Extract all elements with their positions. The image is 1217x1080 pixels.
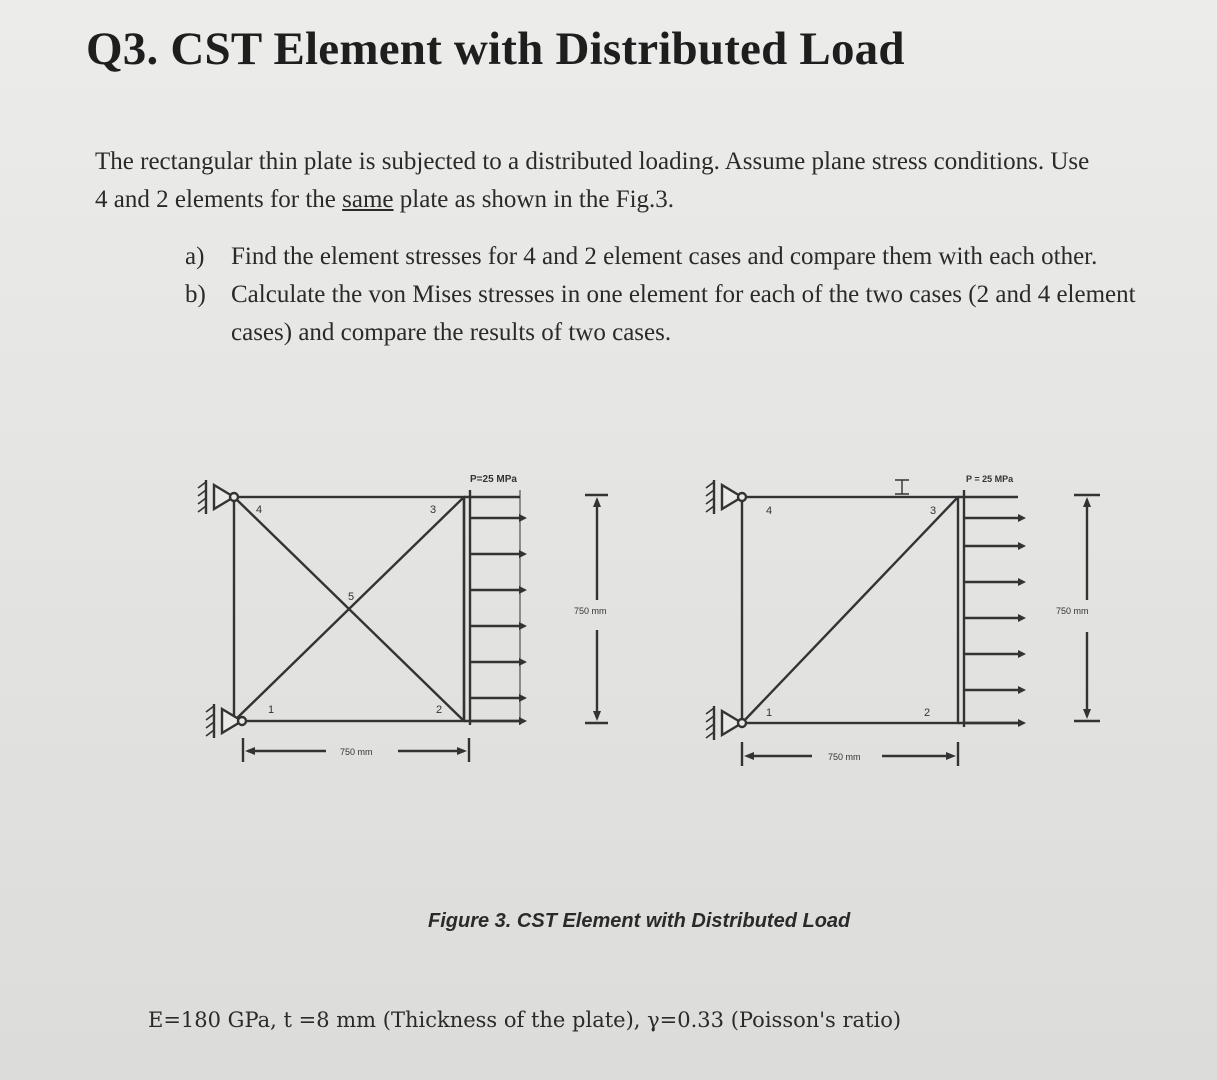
question-list [185,238,1175,352]
right-width-label: 750 mm [828,752,861,762]
right-node-3: 3 [930,505,937,517]
question-a [185,238,1175,276]
intro-emphasis: same [342,186,394,213]
thickness: t =8 mm (Thickness of the plate), [283,1008,648,1032]
question-b-label: b) [185,281,206,308]
right-node-2: 2 [924,707,931,719]
intro-text-start: The rectangular thin plate is subjected to a distributed loading. Assume plane stress conditions. Use 4 and 2 elements for the [95,148,1090,213]
question-a-label: a) [185,243,205,270]
left-support-bottom [206,704,246,738]
page-title: Q3. CST Element with Distributed Load [86,23,905,75]
material-properties [148,1008,901,1032]
question-b-text: Calculate the von Mises stresses in one element for each of the two cases (2 and 4 element cases) and compare the results of two cases. [231,281,1136,346]
left-width-label: 750 mm [340,747,373,757]
intro-text-end: plate as shown in the Fig.3. [393,186,675,213]
left-load-label: P=25 MPa [470,474,517,485]
question-a-text: Find the element stresses for 4 and 2 element cases and compare them with each other. [231,243,1098,270]
right-distributed-load [964,490,1020,727]
left-plate [234,497,520,721]
poissons-ratio: γ=0.33 (Poisson's ratio) [647,1008,902,1032]
right-node-1: 1 [766,707,773,719]
right-support-bottom [706,706,746,740]
left-node-1: 1 [268,704,275,716]
left-support-top [198,480,238,514]
left-node-5: 5 [348,591,355,603]
left-node-2: 2 [436,704,443,716]
right-support-top [706,480,746,514]
right-diagonal [742,497,958,723]
figure-3 [0,440,1217,800]
figure-caption: Figure 3. CST Element with Distributed Load [428,910,851,932]
left-distributed-load [470,490,522,725]
right-node-4: 4 [766,505,773,517]
right-height-label: 750 mm [1056,606,1089,616]
left-node-3: 3 [430,504,437,516]
right-load-label: P = 25 MPa [966,474,1014,484]
youngs-modulus: E=180 GPa, [148,1008,284,1032]
intro-paragraph [95,143,1105,219]
left-height-label: 750 mm [574,606,607,616]
question-b [185,276,1175,352]
left-node-4: 4 [256,504,263,516]
